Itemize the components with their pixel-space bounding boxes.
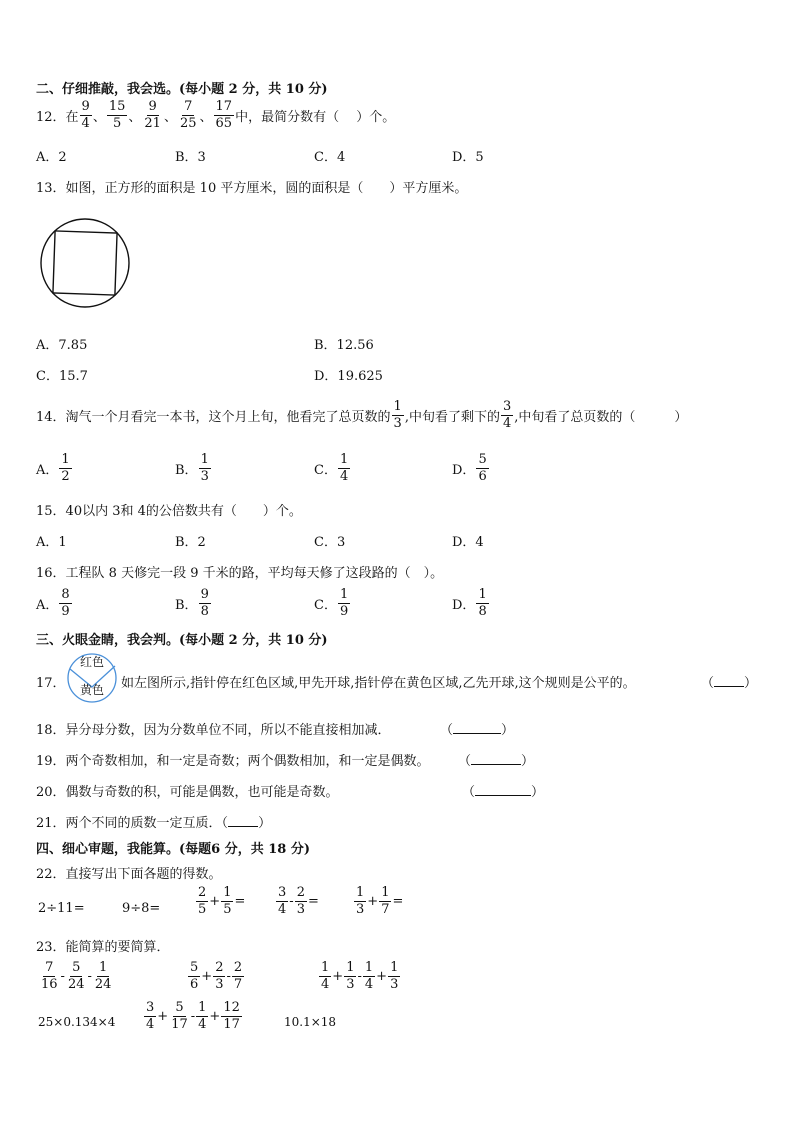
fraction: $\frac{2}{3}$ <box>296 885 305 917</box>
q23-expr-1 <box>38 961 114 991</box>
fraction: $\frac{5}{24}$ <box>67 960 85 992</box>
fraction: $\frac{5}{6}$ <box>478 452 487 484</box>
q12-option-a[interactable]: A．2 <box>36 150 67 165</box>
separator: 、 <box>163 109 177 125</box>
option-label: A． <box>36 462 59 478</box>
section-2-title: 二、仔细推敲，我会选。(每小题 2 分，共 10 分) <box>36 82 328 97</box>
q22-expr-4 <box>275 886 319 916</box>
operator: + <box>209 893 221 909</box>
question-18: 18．异分母分数，因为分数单位不同，所以不能直接相加减． <box>36 723 391 738</box>
q16-option-d[interactable] <box>452 588 490 618</box>
fraction: $\frac{1}{8}$ <box>478 587 487 619</box>
q17-text: 如左图所示,指针停在红色区域,甲先开球,指针停在黄色区域,乙先开球,这个规则是公平的。 <box>121 676 636 691</box>
question-23: 23．能简算的要简算． <box>36 940 170 955</box>
operator: - <box>87 968 92 984</box>
q13-option-c[interactable]: C．15.7 <box>36 369 88 384</box>
q22-expr-1: 2÷11= <box>38 901 85 916</box>
fraction: $\frac{7}{25}$ <box>179 99 197 131</box>
fraction: $\frac{2}{7}$ <box>233 960 243 992</box>
operator: + <box>332 968 344 984</box>
question-20: 20．偶数与奇数的积，可能是偶数，也可能是奇数。 <box>36 785 339 800</box>
q15-option-c[interactable]: C．3 <box>314 535 346 550</box>
q19-answer-blank[interactable]: （ ） <box>458 754 535 769</box>
option-label: B． <box>175 462 198 478</box>
fraction: $\frac{1}{4}$ <box>321 960 330 992</box>
question-14 <box>36 400 687 430</box>
option-label: C． <box>314 462 337 478</box>
fraction: $\frac{12}{17}$ <box>223 1000 240 1032</box>
q14-option-b[interactable] <box>175 453 212 483</box>
fraction: $\frac{3}{4}$ <box>278 885 287 917</box>
fraction: $\frac{3}{4}$ <box>146 1000 155 1032</box>
option-label: B． <box>175 597 198 613</box>
q15-option-b[interactable]: B．2 <box>175 535 206 550</box>
q14-text-3: ,中旬看了总页数的（ ） <box>514 409 688 425</box>
q21-answer-blank[interactable]: （ ） <box>221 816 272 831</box>
q14-option-d[interactable] <box>452 453 490 483</box>
fraction: $\frac{1}{3}$ <box>390 960 399 992</box>
fraction: $\frac{1}{5}$ <box>223 885 232 917</box>
q23-expr-6: 10.1×18 <box>284 1015 337 1029</box>
question-21 <box>36 812 271 831</box>
fraction: $\frac{1}{3}$ <box>200 452 209 484</box>
q13-option-d[interactable]: D．19.625 <box>314 369 383 384</box>
operator: - <box>289 893 294 909</box>
q12-prefix: 12．在 <box>36 109 79 125</box>
fraction: $\frac{5}{6}$ <box>190 960 199 992</box>
q21-text: 21．两个不同的质数一定互质． <box>36 816 222 831</box>
fraction: $\frac{1}{2}$ <box>61 452 70 484</box>
spinner-figure <box>64 652 120 704</box>
fraction: $\frac{8}{9}$ <box>61 587 70 619</box>
q15-option-a[interactable]: A．1 <box>36 535 67 550</box>
operator: - <box>190 1008 196 1024</box>
option-label: C． <box>314 597 337 613</box>
fraction: $\frac{3}{4}$ <box>502 399 512 431</box>
q15-option-d[interactable]: D．4 <box>452 535 484 550</box>
fraction: $\frac{2}{5}$ <box>198 885 207 917</box>
question-12 <box>36 100 395 130</box>
q17-answer-blank[interactable]: （ ） <box>701 676 758 691</box>
fraction: $\frac{5}{17}$ <box>171 1000 188 1032</box>
q13-option-a[interactable]: A．7.85 <box>36 338 88 353</box>
q12-option-c[interactable]: C．4 <box>314 150 346 165</box>
q16-option-c[interactable] <box>314 588 351 618</box>
operator: - <box>226 968 231 984</box>
section-3-title: 三、火眼金睛，我会判。(每小题 2 分，共 10 分) <box>36 633 328 648</box>
equals: = <box>234 893 246 909</box>
fraction: $\frac{9}{4}$ <box>81 99 90 131</box>
q14-option-c[interactable] <box>314 453 351 483</box>
option-label: D． <box>452 462 476 478</box>
operator: + <box>376 968 388 984</box>
q23-expr-2 <box>187 961 245 991</box>
q23-expr-5 <box>143 1001 243 1031</box>
equals: = <box>392 893 404 909</box>
fraction: $\frac{1}{3}$ <box>356 885 365 917</box>
q12-option-b[interactable]: B．3 <box>175 150 206 165</box>
q12-option-d[interactable]: D．5 <box>452 150 484 165</box>
option-label: D． <box>452 597 476 613</box>
fraction: $\frac{1}{4}$ <box>198 1000 207 1032</box>
q14-text-2: ,中旬看了剩下的 <box>404 409 500 425</box>
fraction: $\frac{17}{65}$ <box>215 99 233 131</box>
q14-option-a[interactable] <box>36 453 73 483</box>
fraction: $\frac{1}{4}$ <box>339 452 349 484</box>
q22-expr-3 <box>195 886 245 916</box>
fraction: $\frac{9}{21}$ <box>144 99 161 131</box>
q14-text-1: 14．淘气一个月看完一本书，这个月上旬，他看完了总页数的 <box>36 409 391 425</box>
q23-expr-4: 25×0.134×4 <box>38 1015 116 1029</box>
separator: 、 <box>199 109 213 125</box>
fraction: $\frac{1}{7}$ <box>381 885 390 917</box>
question-16: 16．工程队 8 天修完一段 9 千米的路，平均每天修了这段路的（ ）。 <box>36 566 444 581</box>
q20-answer-blank[interactable]: （ ） <box>462 785 545 800</box>
question-19: 19．两个奇数相加，和一定是奇数；两个偶数相加，和一定是偶数。 <box>36 754 430 769</box>
circle-square-figure <box>38 216 132 310</box>
option-label: A． <box>36 597 59 613</box>
operator: - <box>357 968 362 984</box>
question-15: 15．40以内 3和 4的公倍数共有（ ）个。 <box>36 504 302 519</box>
fraction: $\frac{1}{3}$ <box>393 399 402 431</box>
q18-answer-blank[interactable]: （ ） <box>440 723 515 738</box>
q22-expr-2: 9÷8= <box>122 901 161 916</box>
operator: + <box>201 968 213 984</box>
q17-number: 17． <box>36 676 66 691</box>
q13-option-b[interactable]: B．12.56 <box>314 338 374 353</box>
q16-option-a[interactable] <box>36 588 73 618</box>
fraction: $\frac{2}{3}$ <box>215 960 224 992</box>
q23-expr-3 <box>318 961 401 991</box>
fraction: $\frac{1}{24}$ <box>94 960 112 992</box>
q22-expr-5 <box>353 886 403 916</box>
operator: + <box>209 1008 221 1024</box>
separator: 、 <box>92 109 106 125</box>
q16-option-b[interactable] <box>175 588 212 618</box>
operator: + <box>157 1008 169 1024</box>
fraction: $\frac{1}{4}$ <box>364 960 374 992</box>
question-13: 13．如图，正方形的面积是 10 平方厘米，圆的面积是（ ）平方厘米。 <box>36 181 468 196</box>
yellow-region-label: 黄色 <box>79 683 105 697</box>
fraction: $\frac{15}{5}$ <box>108 99 126 131</box>
fraction: $\frac{9}{8}$ <box>200 587 209 619</box>
fraction: $\frac{1}{9}$ <box>339 587 349 619</box>
square-shape <box>53 231 117 295</box>
fraction: $\frac{1}{3}$ <box>346 960 355 992</box>
question-22: 22．直接写出下面各题的得数。 <box>36 867 222 882</box>
fraction: $\frac{7}{16}$ <box>41 960 58 992</box>
q12-suffix: 中，最简分数有（ ）个。 <box>235 109 396 125</box>
equals: = <box>307 893 319 909</box>
section-4-title: 四、细心审题，我能算。(每题6 分，共 18 分) <box>36 842 311 857</box>
red-region-label: 红色 <box>79 655 105 669</box>
operator: - <box>60 968 65 984</box>
separator: 、 <box>128 109 142 125</box>
operator: + <box>367 893 379 909</box>
